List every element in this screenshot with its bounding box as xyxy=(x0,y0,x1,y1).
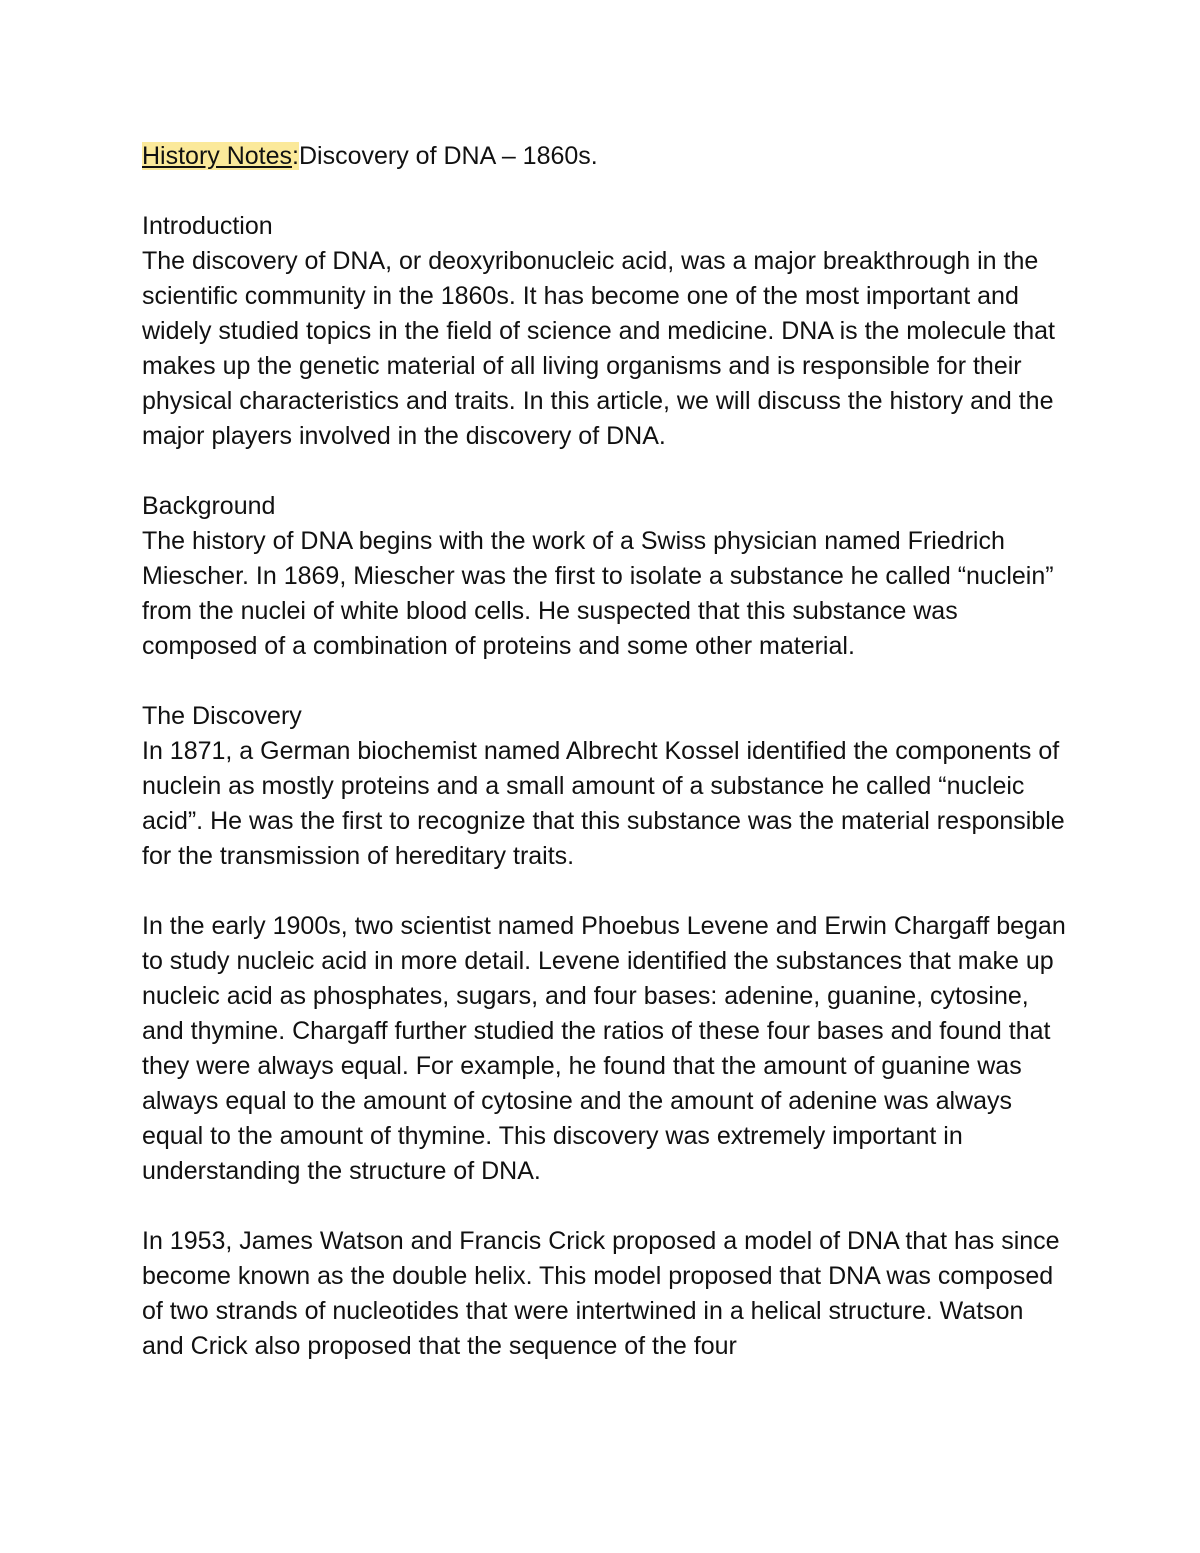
section-background xyxy=(142,489,1072,664)
section-heading: The Discovery xyxy=(142,702,302,730)
title-text: Discovery of DNA – 1860s. xyxy=(299,142,598,170)
section-body: The history of DNA begins with the work of a Swiss physician named Friedrich Miescher. In 1869, Miescher was the first to isolate a substance he called “nuclein” from the nuclei of white blood cells. He suspected that this substance was composed of a combination of proteins and some other material. xyxy=(142,527,1054,660)
document-page xyxy=(142,139,1072,1364)
title-highlighted-text: History Notes xyxy=(142,142,293,170)
title-separator: : xyxy=(292,142,299,170)
document-title xyxy=(142,139,1072,174)
section-heading: Introduction xyxy=(142,212,273,240)
section-heading: Background xyxy=(142,492,276,520)
paragraph-watson-crick: In 1953, James Watson and Francis Crick proposed a model of DNA that has since become known as the double helix. This model proposed that DNA was composed of two strands of nucleotides that were intertwined in a helical structure. Watson and Crick also proposed that the sequence of the four xyxy=(142,1227,1060,1360)
section-discovery xyxy=(142,699,1072,874)
paragraph-levene-chargaff: In the early 1900s, two scientist named Phoebus Levene and Erwin Chargaff began to study nucleic acid in more detail. Levene identified the substances that make up nucleic acid as phosphates, sugars, and four bases: adenine, guanine, cytosine, and thymine. Chargaff further studied the ratios of these four bases and found that they were always equal. For example, he found that the amount of guanine was always equal to the amount of cytosine and the amount of adenine was always equal to the amount of thymine. This discovery was extremely important in understanding the structure of DNA. xyxy=(142,912,1066,1185)
section-introduction xyxy=(142,209,1072,454)
section-body: The discovery of DNA, or deoxyribonucleic acid, was a major breakthrough in the scientific community in the 1860s. It has become one of the most important and widely studied topics in the field of science and medicine. DNA is the molecule that makes up the genetic material of all living organisms and is responsible for their physical characteristics and traits. In this article, we will discuss the history and the major players involved in the discovery of DNA. xyxy=(142,247,1055,450)
section-body: In 1871, a German biochemist named Albrecht Kossel identified the components of nuclein as mostly proteins and a small amount of a substance he called “nucleic acid”. He was the first to recognize that this substance was the material responsible for the transmission of hereditary traits. xyxy=(142,737,1065,870)
